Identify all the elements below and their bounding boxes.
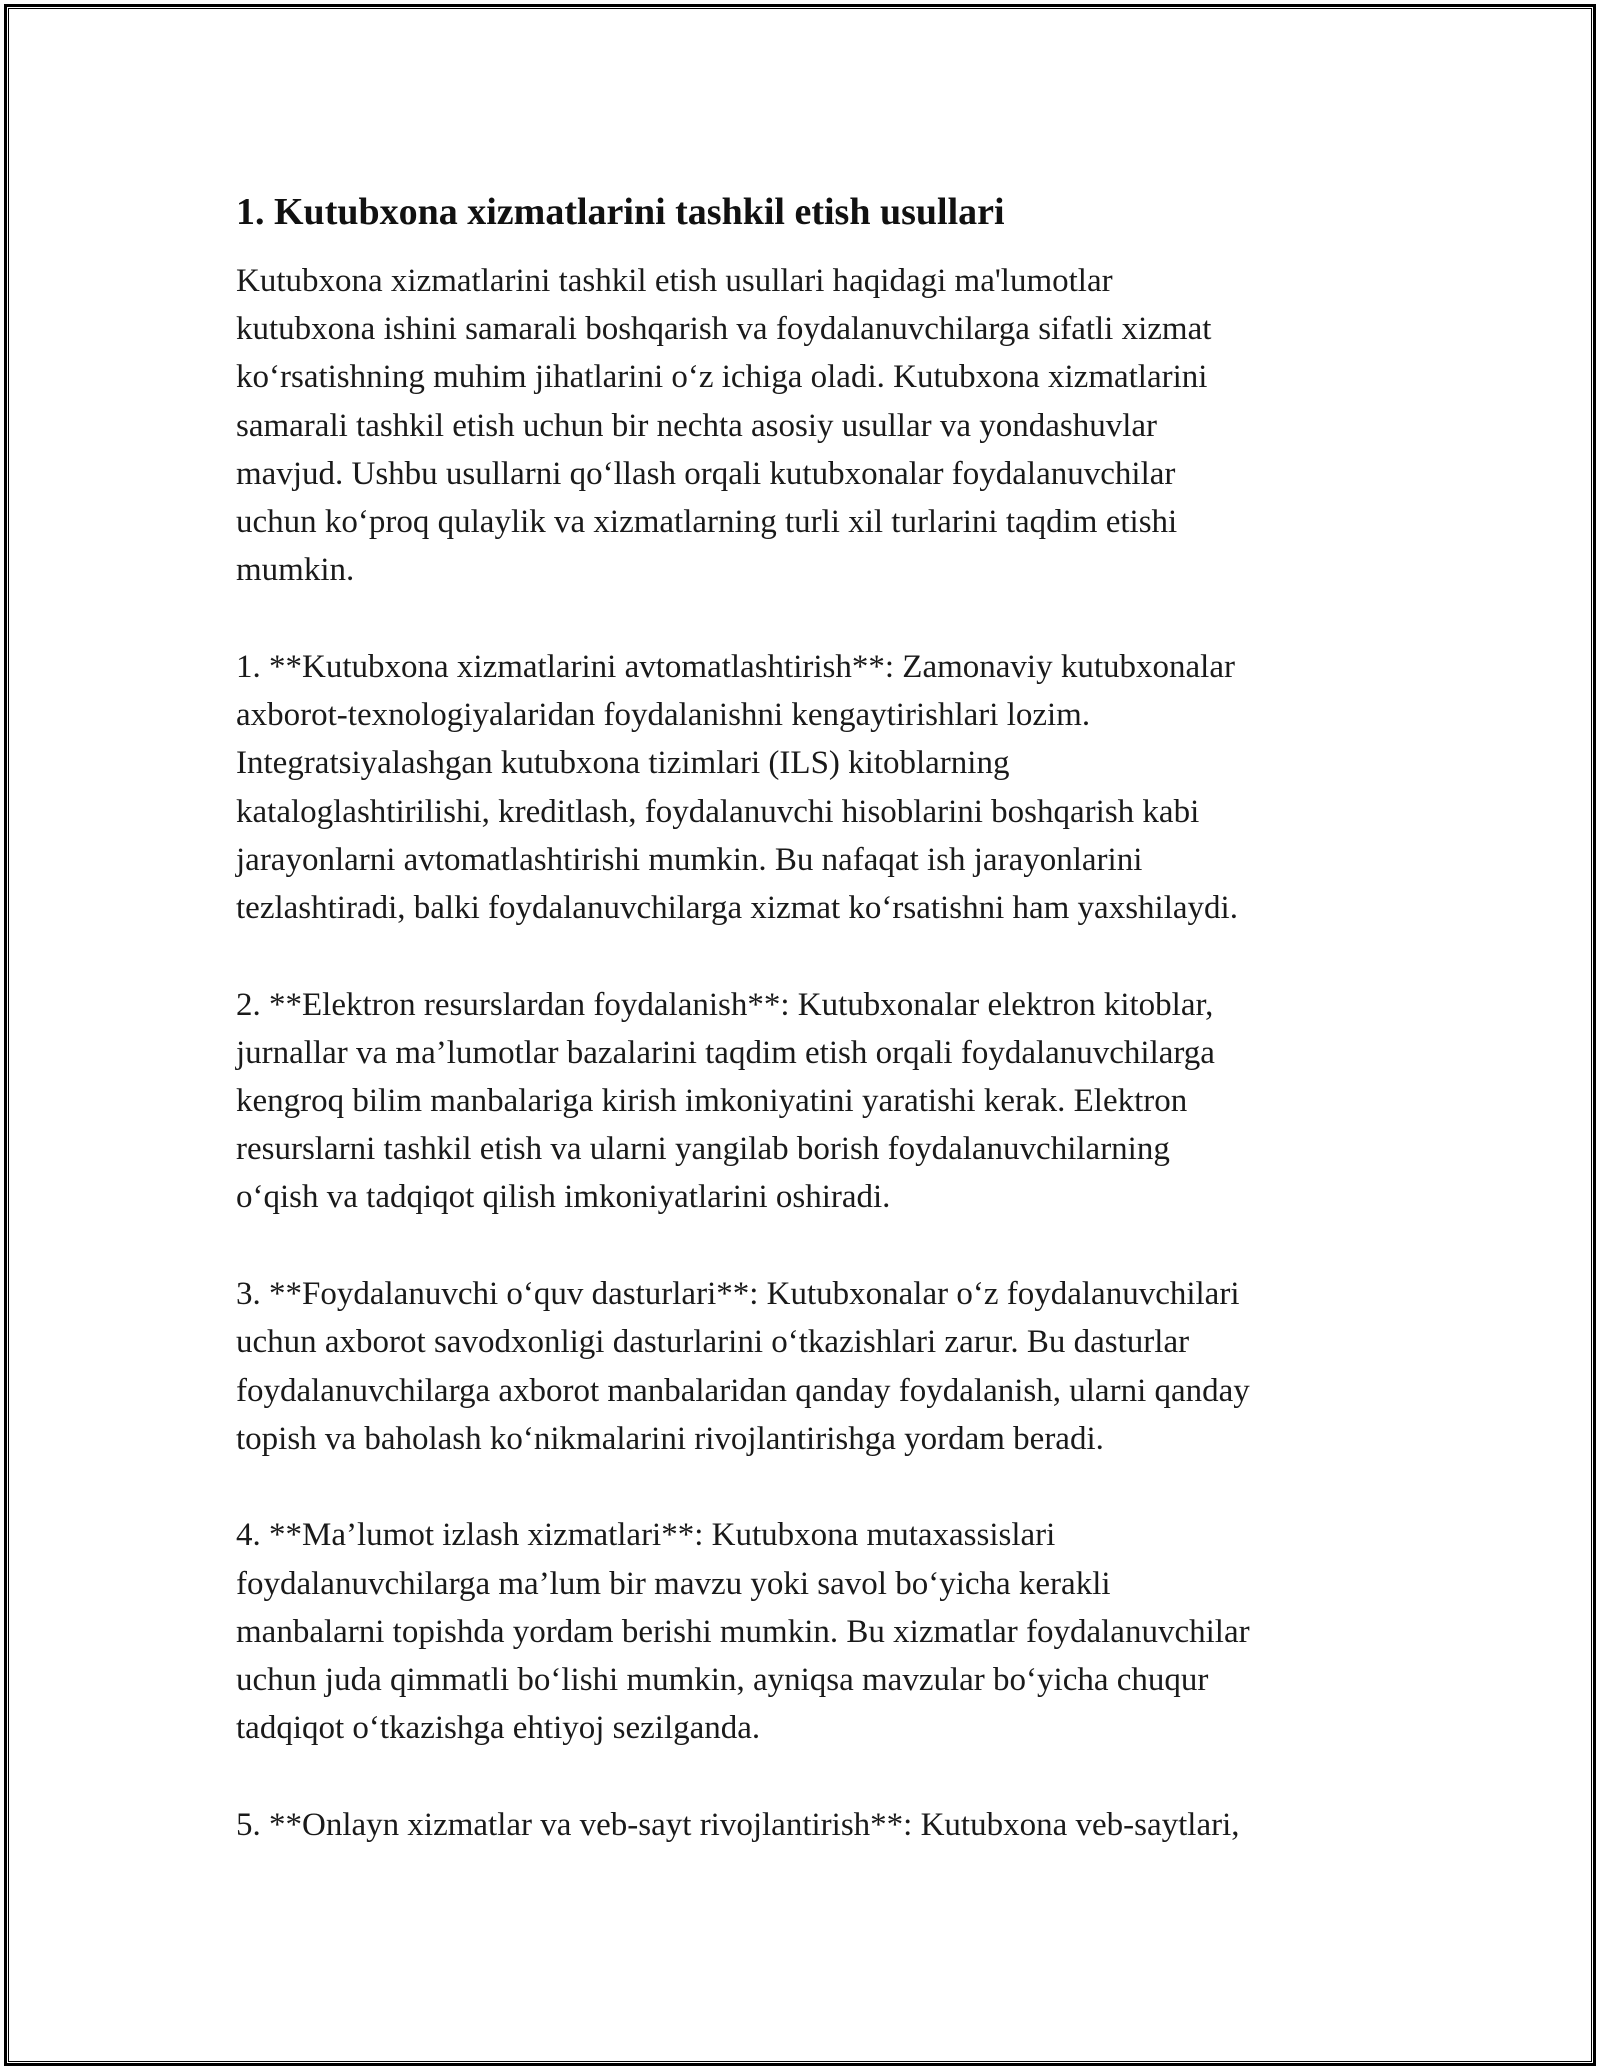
text-line: jarayonlarni avtomatlashtirishi mumkin. Bu nafaqat ish jarayonlarini [236, 841, 1143, 878]
paragraph [236, 1801, 1376, 1849]
paragraph [236, 643, 1376, 932]
document-body [236, 187, 1376, 1898]
text-line: kataloglashtirilishi, kreditlash, foydalanuvchi hisoblarini boshqarish kabi [236, 793, 1200, 830]
text-line: koʻrsatishning muhim jihatlarini oʻz ichiga oladi. Kutubxona xizmatlarini [236, 359, 1208, 396]
text-line: oʻqish va tadqiqot qilish imkoniyatlarini oshiradi. [236, 1179, 891, 1216]
text-line: kutubxona ishini samarali boshqarish va foydalanuvchilarga sifatli xizmat [236, 311, 1212, 348]
text-line: resurslarni tashkil etish va ularni yangilab borish foydalanuvchilarning [236, 1131, 1170, 1168]
text-line: 3. **Foydalanuvchi oʻquv dasturlari**: Kutubxonalar oʻz foydalanuvchilari [236, 1276, 1240, 1313]
text-line: manbalarni topishda yordam berishi mumkin. Bu xizmatlar foydalanuvchilar [236, 1613, 1250, 1650]
text-line: Kutubxona xizmatlarini tashkil etish usullari haqidagi ma'lumotlar [236, 263, 1113, 299]
text-line: tezlashtiradi, balki foydalanuvchilarga xizmat koʻrsatishni ham yaxshilaydi. [236, 889, 1238, 926]
text-line: mavjud. Ushbu usullarni qoʻllash orqali kutubxonalar foydalanuvchilar [236, 455, 1176, 492]
text-line: Integratsiyalashgan kutubxona tizimlari (ILS) kitoblarning [236, 745, 1010, 782]
text-line: uchun axborot savodxonligi dasturlarini oʻtkazishlari zarur. Bu dasturlar [236, 1324, 1190, 1361]
text-line: jurnallar va ma’lumotlar bazalarini taqdim etish orqali foydalanuvchilarga [236, 1034, 1215, 1071]
text-line: uchun juda qimmatli boʻlishi mumkin, ayniqsa mavzular boʻyicha chuqur [236, 1662, 1209, 1699]
text-line: tadqiqot oʻtkazishga ehtiyoj sezilganda. [236, 1710, 761, 1747]
text-line: 1. **Kutubxona xizmatlarini avtomatlashtirish**: Zamonaviy kutubxonalar [236, 648, 1235, 685]
text-line: kengroq bilim manbalariga kirish imkoniyatini yaratishi kerak. Elektron [236, 1083, 1188, 1120]
paragraph [236, 257, 1376, 594]
text-line: topish va baholash koʻnikmalarini rivojlantirishga yordam beradi. [236, 1420, 1104, 1457]
paragraph [236, 981, 1376, 1222]
paragraph [236, 1511, 1376, 1752]
text-line: foydalanuvchilarga ma’lum bir mavzu yoki savol boʻyicha kerakli [236, 1565, 1111, 1602]
document-title: 1. Kutubxona xizmatlarini tashkil etish usullari [236, 191, 1005, 233]
paragraph-list [236, 257, 1376, 1849]
text-line: uchun koʻproq qulaylik va xizmatlarning turli xil turlarini taqdim etishi [236, 504, 1178, 541]
text-line: foydalanuvchilarga axborot manbalaridan qanday foydalanish, ularni qanday [236, 1372, 1250, 1409]
text-line: 4. **Ma’lumot izlash xizmatlari**: Kutubxona mutaxassislari [236, 1517, 1056, 1554]
text-line: samarali tashkil etish uchun bir nechta asosiy usullar va yondashuvlar [236, 407, 1158, 444]
text-line: 2. **Elektron resurslardan foydalanish**: Kutubxonalar elektron kitoblar, [236, 986, 1214, 1023]
text-line: axborot-texnologiyalaridan foydalanishni kengaytirishlari lozim. [236, 697, 1091, 734]
text-line: mumkin. [236, 552, 355, 589]
paragraph [236, 1270, 1376, 1463]
text-line: 5. **Onlayn xizmatlar va veb-sayt rivojlantirish**: Kutubxona veb-saytlari, [236, 1806, 1240, 1843]
